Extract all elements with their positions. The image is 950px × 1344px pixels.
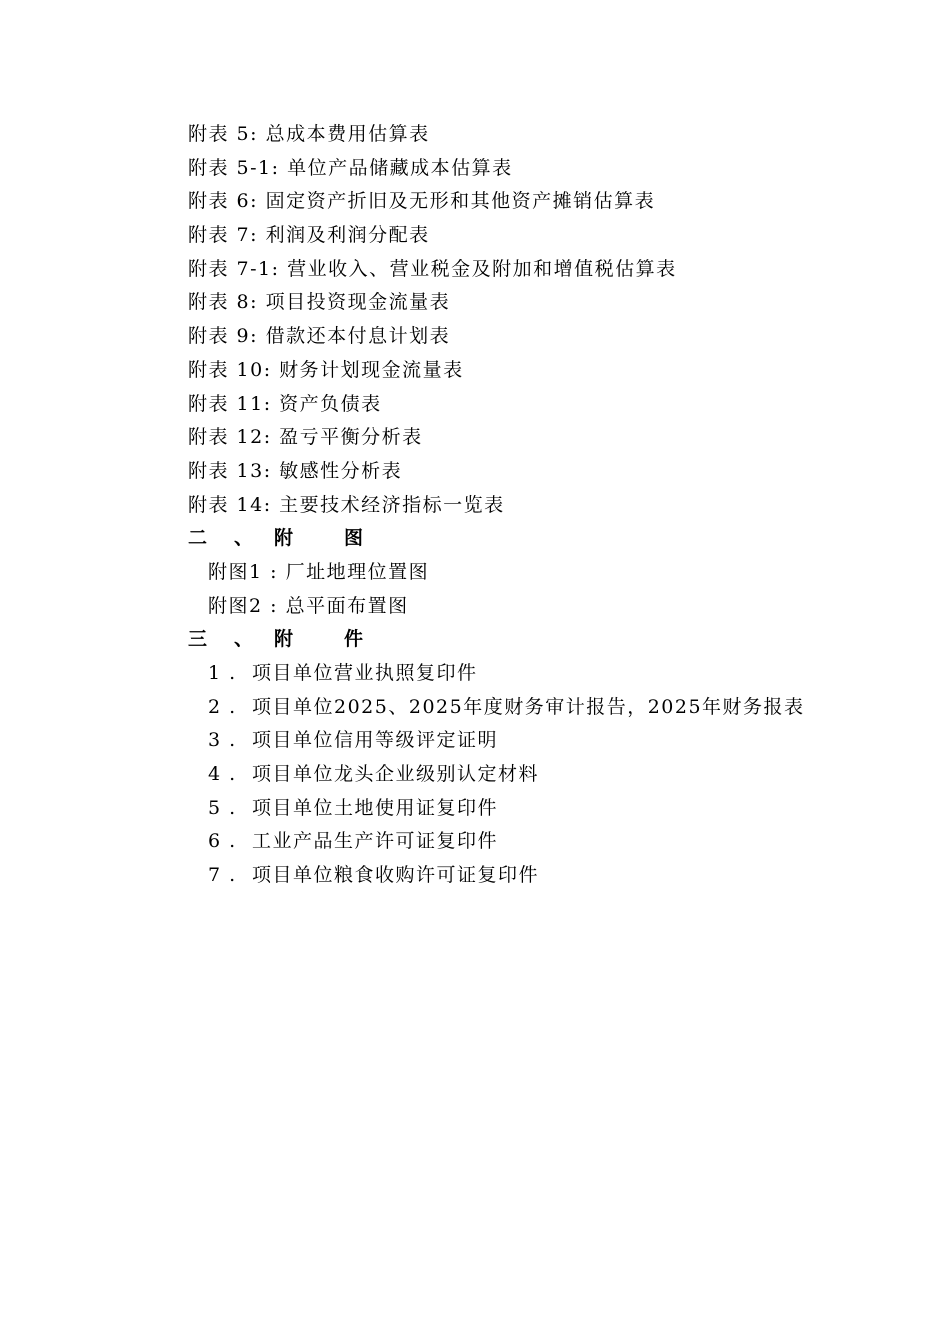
attachment-number: 3 . bbox=[208, 729, 237, 752]
attachment-text: 工业产品生产许可证复印件 bbox=[252, 830, 499, 853]
section-title-char-2: 件 bbox=[344, 628, 365, 651]
table-entry-8: 附表 8: 项目投资现金流量表 bbox=[188, 291, 451, 314]
table-entry-14: 附表 14: 主要技术经济指标一览表 bbox=[188, 493, 505, 516]
table-entry-13: 附表 13: 敏感性分析表 bbox=[188, 459, 403, 482]
attachment-text: 项目单位粮食收购许可证复印件 bbox=[252, 864, 540, 887]
table-entry-9: 附表 9: 借款还本付息计划表 bbox=[188, 325, 451, 348]
table-entry-6: 附表 6: 固定资产折旧及无形和其他资产摊销估算表 bbox=[188, 190, 656, 213]
attachment-text: 项目单位营业执照复印件 bbox=[252, 662, 478, 684]
attachment-number: 4 . bbox=[208, 763, 237, 786]
section-number: 二 bbox=[188, 527, 209, 550]
table-entry-5-1: 附表 5-1: 单位产品储藏成本估算表 bbox=[188, 156, 513, 179]
attachment-text: 项目单位2025、2025年度财务审计报告，2025年财务报表 bbox=[252, 695, 805, 718]
section-title-char-1: 附 bbox=[274, 628, 295, 651]
table-entry-5: 附表 5: 总成本费用估算表 bbox=[188, 123, 430, 145]
table-entry-7: 附表 7: 利润及利润分配表 bbox=[188, 224, 430, 247]
section-title-char-1: 附 bbox=[274, 527, 295, 550]
attachment-number: 7 . bbox=[208, 864, 237, 887]
attachment-entry-4 bbox=[188, 758, 908, 792]
attachment-entry-1 bbox=[188, 657, 908, 691]
section-separator: 、 bbox=[234, 527, 255, 550]
section-title-char-2: 图 bbox=[344, 527, 365, 550]
attachment-text: 项目单位土地使用证复印件 bbox=[252, 796, 499, 819]
table-entry-10: 附表 10: 财务计划现金流量表 bbox=[188, 358, 464, 381]
attachment-entry-3 bbox=[188, 724, 908, 758]
attachment-text: 项目单位信用等级评定证明 bbox=[252, 729, 499, 752]
attachment-entry-7 bbox=[188, 859, 908, 893]
appendix-list bbox=[188, 118, 908, 893]
table-entry-7-1: 附表 7-1: 营业收入、营业税金及附加和增值税估算表 bbox=[188, 257, 677, 280]
attachment-number: 6 . bbox=[208, 830, 237, 853]
attachment-entry-5 bbox=[188, 792, 908, 826]
section-heading-attachments bbox=[188, 623, 908, 657]
section-number: 三 bbox=[188, 628, 209, 651]
attachment-text: 项目单位龙头企业级别认定材料 bbox=[252, 763, 540, 786]
attachment-number: 1 . bbox=[208, 662, 237, 684]
figure-entry-1: 附图1 : 厂址地理位置图 bbox=[208, 560, 430, 583]
figure-entry-2: 附图2 : 总平面布置图 bbox=[208, 594, 409, 617]
attachment-number: 2 . bbox=[208, 695, 237, 718]
table-entry-11: 附表 11: 资产负债表 bbox=[188, 392, 382, 415]
table-entry-12: 附表 12: 盈亏平衡分析表 bbox=[188, 426, 423, 449]
attachment-entry-2 bbox=[188, 691, 908, 725]
attachment-entry-6 bbox=[188, 825, 908, 859]
section-heading-figures bbox=[188, 522, 908, 556]
attachment-number: 5 . bbox=[208, 796, 237, 819]
section-separator: 、 bbox=[234, 628, 255, 651]
